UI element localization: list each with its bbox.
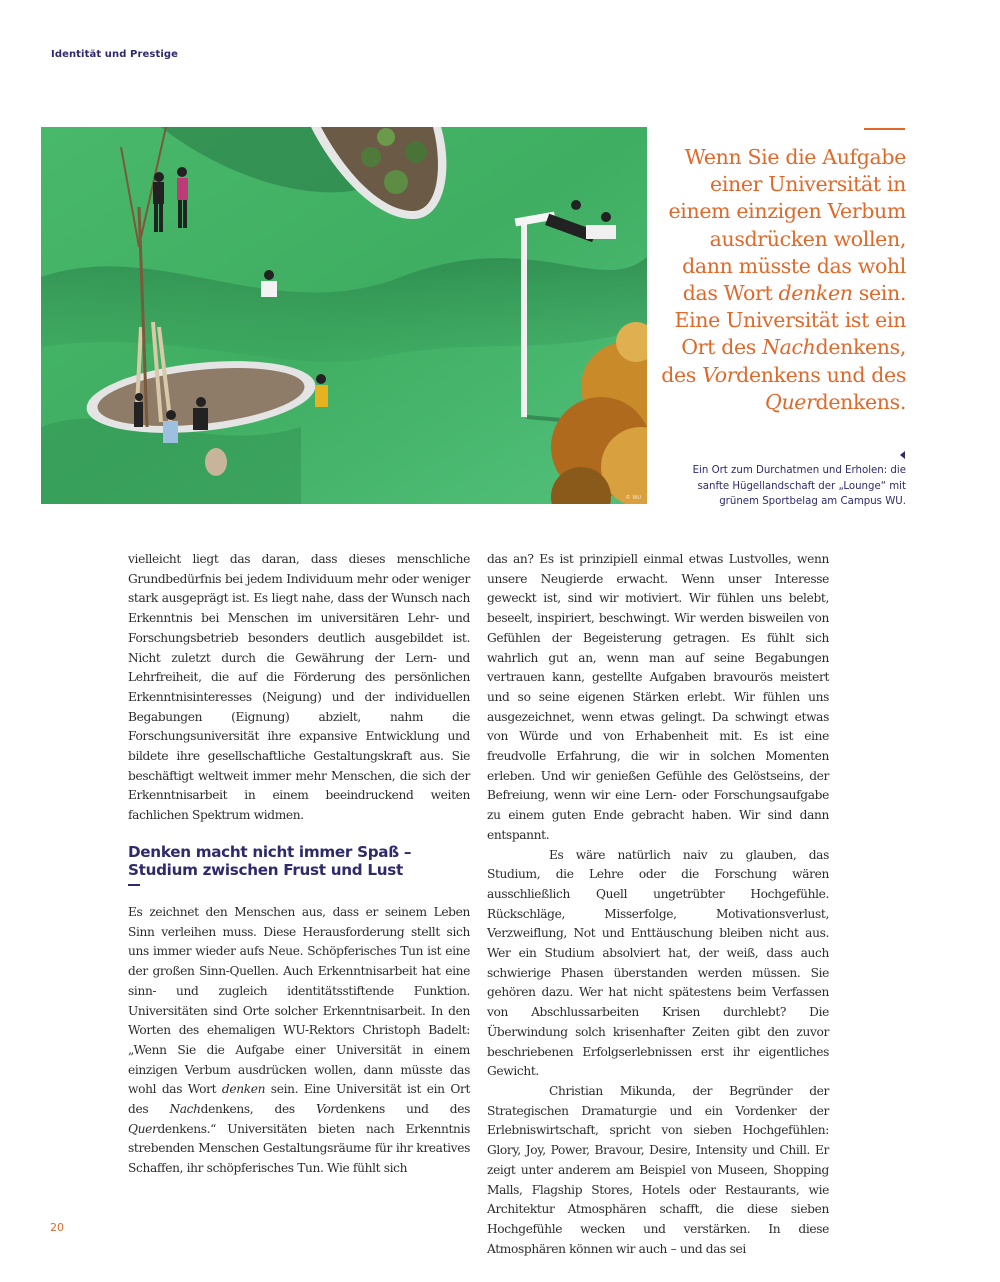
section-heading-rule	[128, 884, 140, 886]
body-paragraph: Es zeichnet den Menschen aus, dass er seinem Leben Sinn verleihen muss. Diese Herausforderung stellt sich uns immer wieder aufs Neue. Schöpferisches Tun ist eine der großen Sinn-Quellen. Auch Erkenntnisarbeit hat eine sinn- und zugleich identitätsstiftende Funktion. Universitäten sind Orte solcher Erkenntnisarbeit. In den Worten des ehemaligen WU-Rektors Christoph Badelt: „Wenn Sie die Aufgabe einer Universität in einem einzigen Verbum ausdrücken wollen, dann müsste das wohl das Wort denken sein. Eine Universität ist ein Ort des Nachdenkens, des Vordenkens und des Querdenkens.“ Universitäten bieten nach Erkenntnis strebenden Menschen Gestaltungsräume für ihr kreatives Schaffen, ihr schöpferisches Tun. Wie fühlt sich	[128, 905, 471, 1176]
section-heading	[128, 843, 470, 879]
left-column-top	[128, 550, 470, 826]
section-heading-line: Studium zwischen Frust und Lust	[128, 861, 403, 879]
body-paragraph: vielleicht liegt das daran, dass dieses menschliche Grundbedürfnis bei jedem Individuum mehr oder weniger stark ausgeprägt ist. Es liegt nahe, dass der Wunsch nach Erkenntnis bei Menschen im universitären Lehr- und Forschungsbetrieb besonders deutlich ausgebildet ist. Nicht zuletzt durch die Gewährung der Lern- und Lehrfreiheit, die auf die Förderung des persönlichen Erkenntnisinteresses (Neigung) und der individuellen Begabungen (Eignung) abzielt, nahm die Forschungsuniversität ihre expansive Entwicklung und bildete ihre gesellschaftliche Gestaltungskraft aus. Sie beschäftigt weltweit immer mehr Menschen, die sich der Erkenntnisarbeit in einem beeindruckend weiten fachlichen Spektrum widmen.	[128, 552, 470, 823]
body-paragraph: Christian Mikunda, der Begründer der Strategischen Dramaturgie und ein Vordenker der Erlebniswirtschaft, spricht von sieben Hochgefühlen: Glory, Joy, Power, Bravour, Desire, Intensity und Chill. Er zeigt unter anderem am Beispiel von Museen, Shopping Malls, Flagship Stores, Hotels oder Restaurants, wie Architektur Atmosphären schafft, die diese sieben Hochgefühle wecken und verstärken. In diese Atmosphären können wir auch – und das sei	[487, 1083, 829, 1256]
photo-caption: Ein Ort zum Durchatmen und Erholen: die sanfte Hügellandschaft der „Lounge“ mit grünem Sportbelag am Campus WU.	[692, 465, 906, 507]
body-paragraph: Es wäre natürlich naiv zu glauben, das Studium, die Lehre oder die Forschung wären ausschließlich Quell ungetrübter Hochgefühle. Rückschläge, Misserfolge, Motivationsverlust, Verzweiflung, Not und Enttäuschung bleiben nicht aus. Wer ein Studium absolviert hat, der weiß, dass auch schwierige Phasen überstanden werden müssen. Sie gehören dazu. Wer hat nicht spätestens beim Verfassen von Abschlussarbeiten Krisen durchlebt? Die Überwindung solch krisenhafter Zeiten gibt den zuvor beschriebenen Erfolgserlebnissen erst ihr eigentliches Gewicht.	[487, 847, 829, 1079]
photo-credit: © WU	[625, 495, 641, 501]
caption-arrow-icon	[900, 451, 905, 459]
lounge-photo	[41, 127, 647, 504]
left-column-bottom	[128, 903, 470, 1179]
lounge-photo-illustration	[41, 127, 647, 504]
body-paragraph: das an? Es ist prinzipiell einmal etwas Lustvolles, wenn unsere Neugierde erwacht. Wenn unser Interesse geweckt ist, sind wir motiviert. Wir fühlen uns belebt, beseelt, inspiriert, beschwingt. Wir werden bisweilen von Gefühlen der Begeisterung getragen. Es fühlt sich wahrlich gut an, wenn man auf seine Begabungen vertrauen kann, gestellte Aufgaben bravourös meistert und so seine eigenen Stärken erlebt. Wir fühlen uns ausgezeichnet, wenn etwas gelingt. Da schwingt etwas von Würde und von Erhabenheit mit. Es ist eine freudvolle Erfahrung, die wir in solchen Momenten erleben. Und wir genießen Gefühle des Gelöstseins, der Befreiung, wenn wir eine Lern- oder Forschungsaufgabe zu einem guten Ende gebracht haben. Wir sind dann entspannt.	[487, 552, 829, 842]
page-number: 20	[50, 1221, 64, 1234]
right-column	[487, 550, 829, 1259]
pull-quote-rule	[864, 128, 905, 130]
pull-quote: Wenn Sie die Aufgabe einer Universität in einem einzigen Verbum ausdrücken wollen, dann müsste das wohl das Wort denken sein. Eine Universität ist ein Ort des Nachdenkens, des Vordenkens und des Querdenkens.	[661, 145, 906, 414]
section-heading-line: Denken macht nicht immer Spaß –	[128, 843, 412, 861]
running-head: Identität und Prestige	[51, 49, 178, 60]
